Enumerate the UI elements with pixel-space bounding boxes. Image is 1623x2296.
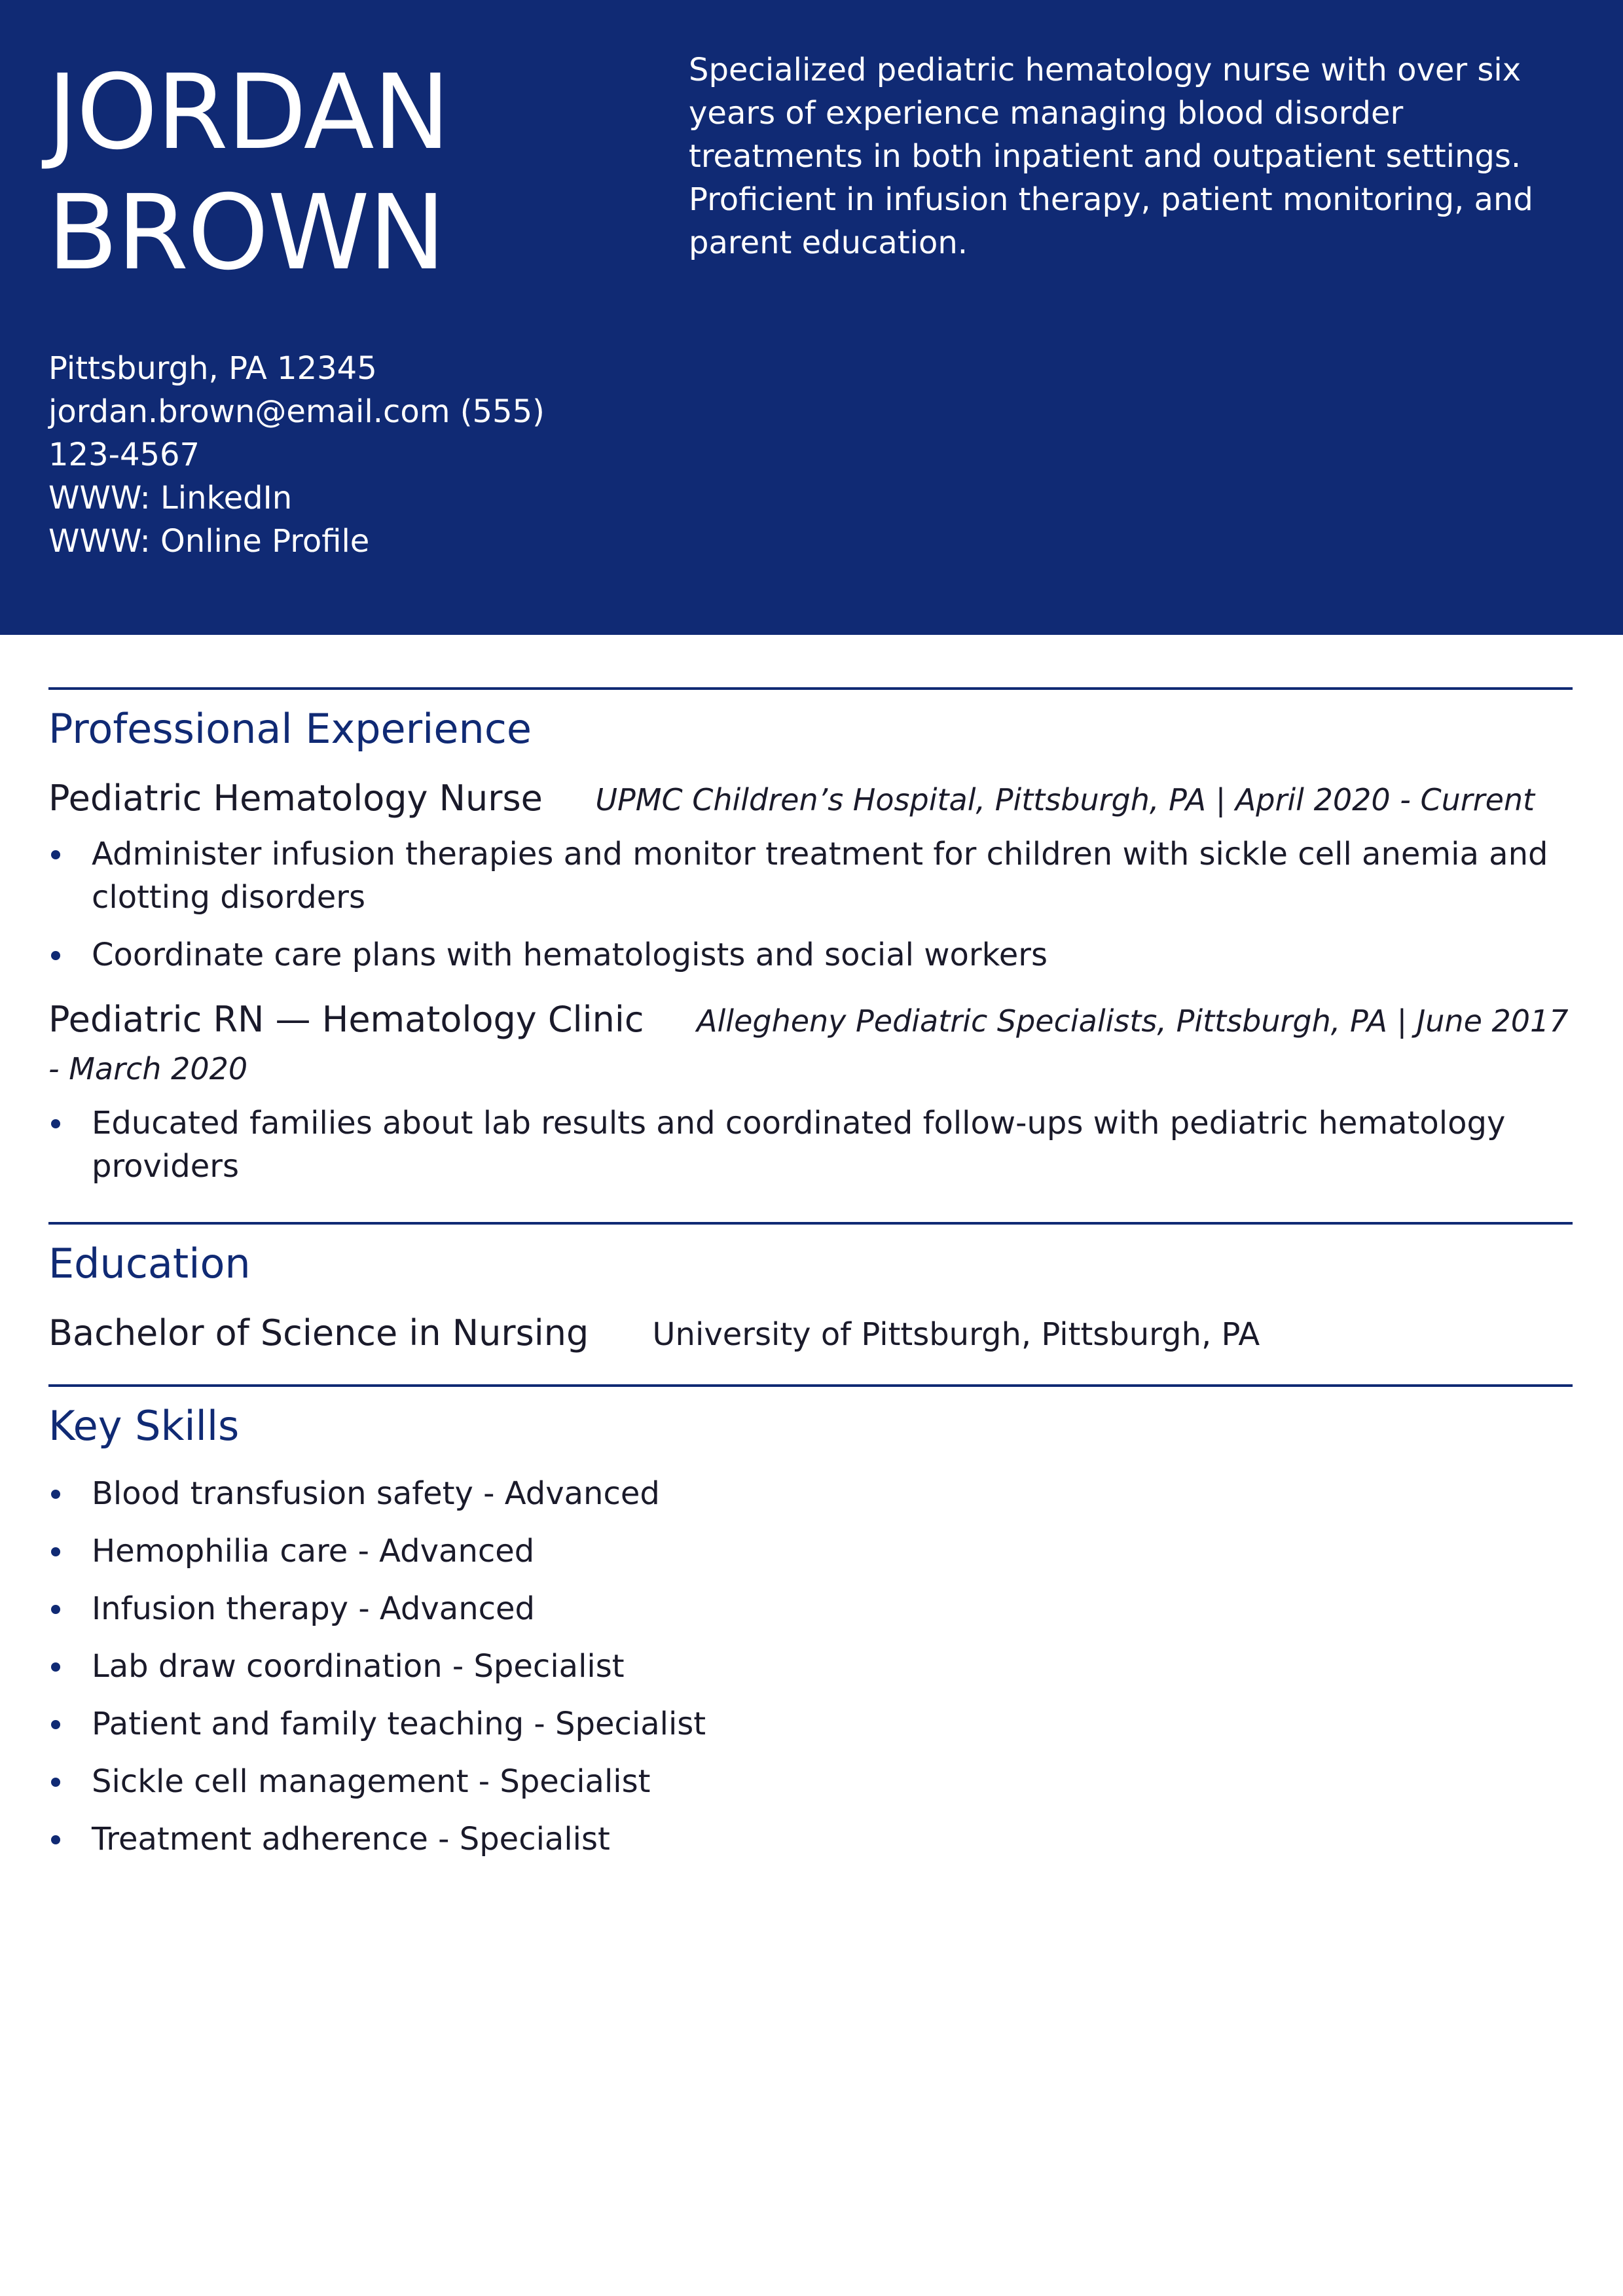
job-bullets — [48, 1102, 1573, 1188]
list-item — [48, 1587, 1573, 1630]
bullet-icon — [51, 850, 60, 859]
bullet-icon — [51, 1547, 60, 1556]
list-item — [48, 1702, 1573, 1746]
list-item — [48, 1102, 1573, 1188]
section-divider — [48, 1384, 1573, 1387]
section-divider — [48, 687, 1573, 690]
list-item — [48, 1760, 1573, 1803]
skills-heading: Key Skills — [48, 1402, 240, 1450]
list-item — [48, 1818, 1573, 1861]
contact-location: Pittsburgh, PA 12345 — [48, 350, 377, 387]
candidate-name — [47, 52, 636, 293]
skills-list — [48, 1472, 1573, 1861]
job-entry — [48, 775, 1573, 977]
list-item — [48, 1530, 1573, 1573]
degree: Bachelor of Science in Nursing — [48, 1312, 589, 1354]
job-title: Pediatric RN — Hematology Clinic — [48, 999, 644, 1040]
job-bullets — [48, 833, 1573, 977]
bullet-text: Administer infusion therapies and monitor treatment for children with sickle cell anemia and clotting disorders — [92, 836, 1548, 916]
list-item — [48, 833, 1573, 919]
contact-phone-cont: 123-4567 — [48, 437, 200, 473]
job-title: Pediatric Hematology Nurse — [48, 778, 543, 819]
list-item — [48, 1645, 1573, 1688]
bullet-text: Educated families about lab results and coordinated follow-ups with pediatric hematology providers — [92, 1105, 1506, 1185]
skill-text: Treatment adherence - Specialist — [92, 1821, 610, 1857]
education-entry — [48, 1310, 1573, 1358]
first-name: JORDAN — [47, 52, 449, 173]
school: University of Pittsburgh, Pittsburgh, PA — [652, 1316, 1260, 1353]
resume-body — [48, 687, 1573, 1875]
contact-email-phone[interactable]: jordan.brown@email.com (555) — [48, 393, 545, 430]
education-heading: Education — [48, 1240, 251, 1287]
job-entry — [48, 996, 1573, 1188]
contact-info — [48, 347, 546, 563]
bullet-icon — [51, 1835, 60, 1844]
last-name: BROWN — [47, 173, 445, 293]
online-profile-link[interactable]: WWW: Online Profile — [48, 523, 370, 560]
experience-heading: Professional Experience — [48, 705, 532, 753]
linkedin-link[interactable]: WWW: LinkedIn — [48, 480, 293, 516]
bullet-text: Coordinate care plans with hematologists and social workers — [92, 937, 1048, 973]
section-divider — [48, 1222, 1573, 1225]
skill-text: Hemophilia care - Advanced — [92, 1533, 535, 1570]
bullet-icon — [51, 1778, 60, 1787]
bullet-icon — [51, 1720, 60, 1729]
skill-text: Sickle cell management - Specialist — [92, 1763, 651, 1800]
job-header — [48, 996, 1573, 1092]
skill-text: Lab draw coordination - Specialist — [92, 1648, 625, 1685]
bullet-icon — [51, 1119, 60, 1128]
skill-text: Blood transfusion safety - Advanced — [92, 1475, 660, 1512]
job-header — [48, 775, 1573, 823]
skill-text: Patient and family teaching - Specialist — [92, 1706, 706, 1742]
professional-summary: Specialized pediatric hematology nurse with over six years of experience managing blood disorder treatments in both inpatient and outpatient settings. Proficient in infusion therapy, patient monitoring, and parent education. — [689, 52, 1533, 261]
bullet-icon — [51, 951, 60, 960]
skill-text: Infusion therapy - Advanced — [92, 1590, 536, 1627]
resume-header — [0, 0, 1623, 635]
list-item — [48, 1472, 1573, 1515]
bullet-icon — [51, 1490, 60, 1499]
list-item — [48, 933, 1573, 977]
job-meta: UPMC Children’s Hospital, Pittsburgh, PA | April 2020 - Current — [595, 782, 1535, 817]
bullet-icon — [51, 1605, 60, 1614]
bullet-icon — [51, 1662, 60, 1672]
job-meta: Allegheny Pediatric Specialists, Pittsburgh, PA | June 2017 - March 2020 — [48, 1003, 1569, 1086]
